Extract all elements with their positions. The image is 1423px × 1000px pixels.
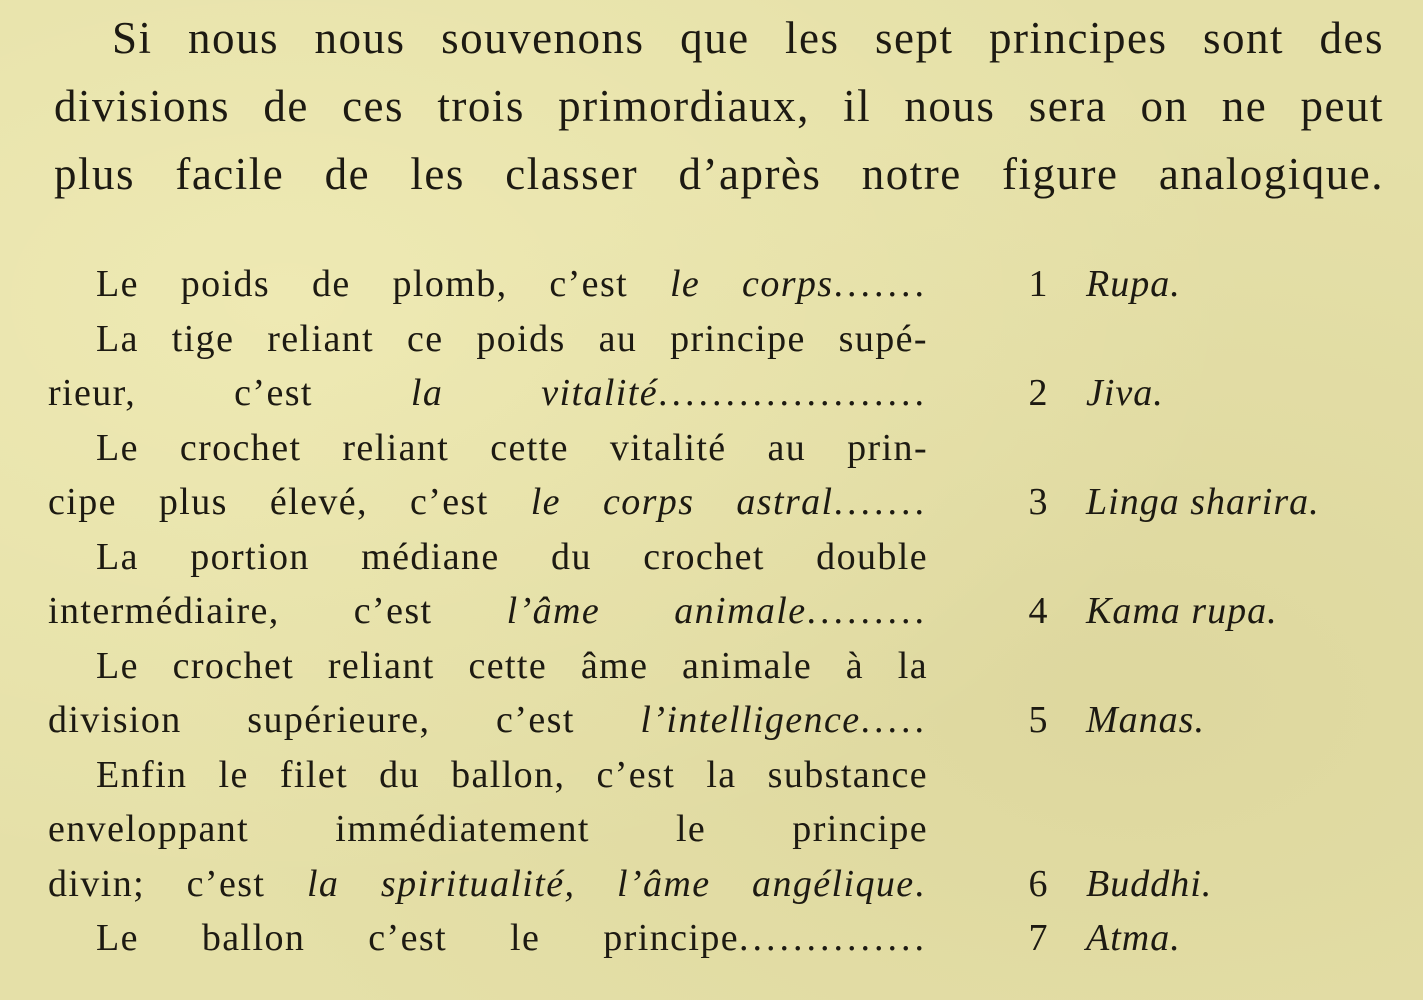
principle-line: [48, 475, 1418, 530]
principle-entry: [48, 748, 1418, 912]
principle-line: [48, 530, 1418, 585]
principle-description: [48, 693, 928, 748]
principle-number: 7: [1028, 917, 1048, 959]
principle-line: [48, 257, 1418, 312]
principle-description: [96, 257, 928, 312]
principle-sanskrit-name: Linga sharira.: [1086, 481, 1320, 523]
intro-line: Si nous nous souvenons que les sept principes sont des: [112, 13, 1384, 63]
description-text: La portion médiane du crochet double: [96, 535, 928, 578]
principle-description: [96, 312, 928, 367]
intro-line: divisions de ces trois primordiaux, il nous sera on ne peut: [54, 81, 1384, 131]
principle-line: [48, 639, 1418, 694]
description-emphasis: le corps astral: [530, 481, 834, 523]
principle-number: 2: [1028, 372, 1048, 414]
principle-sanskrit-name: Manas.: [1086, 699, 1205, 741]
description-emphasis: l’âme animale: [506, 590, 807, 632]
dot-leader: .: [914, 862, 928, 905]
principle-number: 5: [1028, 699, 1048, 741]
principle-line: [48, 312, 1418, 367]
principle-number: 4: [1028, 590, 1048, 632]
description-text: Le crochet reliant cette vitalité au prin-: [96, 426, 928, 469]
principle-entry: [48, 421, 1418, 530]
description-text: Enfin le filet du ballon, c’est la substance: [96, 753, 928, 796]
dot-leader: ..............: [739, 917, 928, 959]
principle-entry: [48, 257, 1418, 312]
principle-entry: [48, 911, 1418, 966]
description-text: enveloppant immédiatement le principe: [48, 808, 928, 850]
description-text: divin; c’est: [48, 862, 307, 905]
principle-description: [96, 911, 928, 966]
principle-description: [96, 421, 928, 476]
principle-line: [48, 802, 1418, 857]
principle-line: [48, 911, 1418, 966]
dot-leader: .........: [806, 590, 928, 632]
principle-sanskrit-name: Atma.: [1086, 917, 1181, 959]
description-text: rieur, c’est: [48, 372, 411, 414]
principle-description: [48, 366, 928, 421]
principle-entry: [48, 639, 1418, 748]
dot-leader: .......: [833, 263, 928, 305]
principle-description: [48, 584, 928, 639]
description-text: Le ballon c’est le principe: [96, 917, 739, 959]
principle-line: [48, 857, 1418, 912]
description-emphasis: l’intelligence: [640, 699, 861, 741]
principle-line: [48, 366, 1418, 421]
principle-sanskrit-name: Buddhi.: [1086, 862, 1213, 905]
dot-leader: .......: [833, 481, 928, 523]
description-text: intermédiaire, c’est: [48, 590, 507, 632]
principle-line: [48, 693, 1418, 748]
principle-description: [48, 857, 928, 912]
intro-line: plus facile de les classer d’après notre figure analogique.: [54, 149, 1384, 199]
principle-sanskrit-name: Jiva.: [1086, 372, 1164, 414]
description-text: Le crochet reliant cette âme animale à la: [96, 644, 928, 687]
description-emphasis: le corps: [669, 263, 834, 305]
dot-leader: .....: [860, 699, 928, 741]
principle-entry: [48, 312, 1418, 421]
principle-entry: [48, 530, 1418, 639]
principle-description: [96, 748, 928, 803]
description-text: Le poids de plomb, c’est: [96, 263, 670, 305]
principle-number: 3: [1028, 481, 1048, 523]
description-text: division supérieure, c’est: [48, 699, 641, 741]
principle-number: 1: [1028, 263, 1048, 305]
principles-list: [48, 257, 1418, 966]
principle-line: [48, 748, 1418, 803]
principle-sanskrit-name: Rupa.: [1086, 263, 1181, 305]
description-emphasis: la spiritualité, l’âme angélique: [306, 862, 915, 905]
principle-description: [48, 802, 928, 857]
principle-description: [96, 639, 928, 694]
principle-description: [96, 530, 928, 585]
intro-paragraph: [54, 4, 1384, 208]
description-text: La tige reliant ce poids au principe supé-: [96, 317, 928, 360]
dot-leader: ....................: [658, 372, 928, 414]
principle-number: 6: [1028, 862, 1048, 905]
description-text: cipe plus élevé, c’est: [48, 481, 531, 523]
principle-sanskrit-name: Kama rupa.: [1086, 590, 1278, 632]
description-emphasis: la vitalité: [410, 372, 658, 414]
principle-line: [48, 584, 1418, 639]
principle-line: [48, 421, 1418, 476]
principle-description: [48, 475, 928, 530]
